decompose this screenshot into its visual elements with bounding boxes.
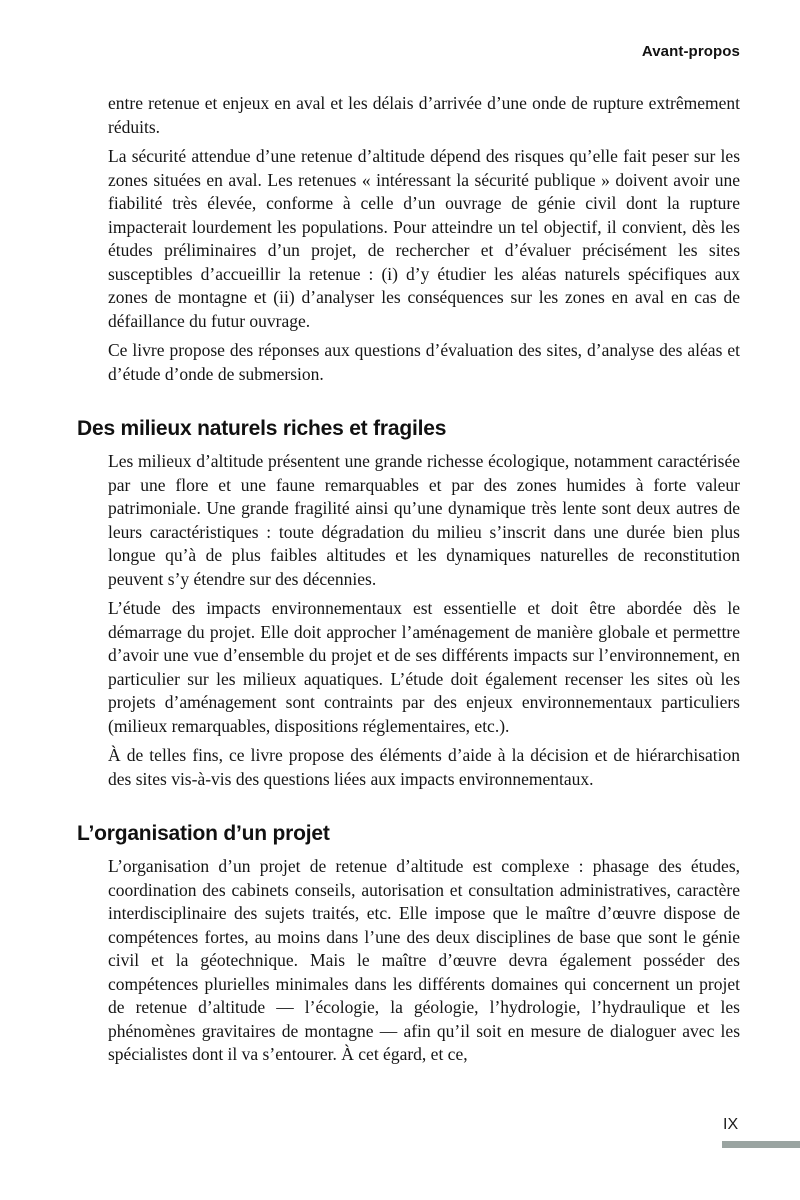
paragraph-section1-3: À de telles fins, ce livre propose des éléments d’aide à la décision et de hiérarchisation des sites vis-à-vis des questions liées aux impacts environnementaux. <box>108 745 740 789</box>
footer-decorative-bar <box>722 1141 800 1148</box>
section-heading-organisation-projet: L’organisation d’un projet <box>77 822 330 845</box>
page-content <box>77 92 740 1073</box>
paragraph-section2-1: L’organisation d’un projet de retenue d’altitude est complexe : phasage des études, coordination des cabinets conseils, autorisation et consultation administratives, caractère interdisciplinaire des sujets traités, etc. Elle impose que le maître d’œuvre dispose de compétences fortes, au moins dans l’une des deux disciplines de base que sont le génie civil et la géotechnique. Mais le maître d’œuvre devra également posséder des compétences plurielles minimales dans les différents domaines qui concernent un projet de retenue d’altitude — l’écologie, la géologie, l’hydrologie, l’hydraulique et les phénomènes gravitaires de montagne — afin qu’il soit en mesure de dialoguer avec les spécialistes dont il va s’entourer. À cet égard, et ce, <box>108 856 740 1064</box>
paragraph-intro-3: Ce livre propose des réponses aux questions d’évaluation des sites, d’analyse des aléas et d’étude d’onde de submersion. <box>108 340 740 384</box>
paragraph-section1-2: L’étude des impacts environnementaux est essentielle et doit être abordée dès le démarrage du projet. Elle doit approcher l’aménagement de manière globale et permettre d’avoir une vue d’ensemble du projet et de ses différents impacts sur l’environnement, en particulier sur les milieux aquatiques. L’étude doit également recenser les sites où les projets d’aménagement sont contraints par des enjeux environnementaux particuliers (milieux remarquables, dispositions réglementaires, etc.). <box>108 598 740 736</box>
section-heading-milieux-naturels: Des milieux naturels riches et fragiles <box>77 417 447 440</box>
paragraph-section1-1: Les milieux d’altitude présentent une grande richesse écologique, notamment caractérisée par une flore et une faune remarquables et par des zones humides à forte valeur patrimoniale. Une grande fragilité ainsi qu’une dynamique très lente sont deux autres de leurs caractéristiques : toute dégradation du milieu s’inscrit dans une durée bien plus longue qu’à de plus faibles altitudes et les dynamiques naturelles de reconstitution peuvent s’y étendre sur des décennies. <box>108 451 740 589</box>
page-number: IX <box>723 1116 739 1133</box>
paragraph-intro-2: La sécurité attendue d’une retenue d’altitude dépend des risques qu’elle fait peser sur les zones situées en aval. Les retenues « intéressant la sécurité publique » doivent avoir une fiabilité très élevée, conforme à celle d’un ouvrage de génie civil dont la rupture impacterait lourdement les populations. Pour atteindre un tel objectif, il convient, dès les études préliminaires d’un projet, de rechercher et d’évaluer précisément les sites susceptibles d’accueillir la retenue : (i) d’y étudier les aléas naturels spécifiques aux zones de montagne et (ii) d’analyser les conséquences sur les zones en aval en cas de défaillance du futur ouvrage. <box>108 146 740 331</box>
paragraph-intro-1: entre retenue et enjeux en aval et les délais d’arrivée d’une onde de rupture extrêmement réduits. <box>108 93 740 137</box>
running-header: Avant-propos <box>641 43 740 60</box>
